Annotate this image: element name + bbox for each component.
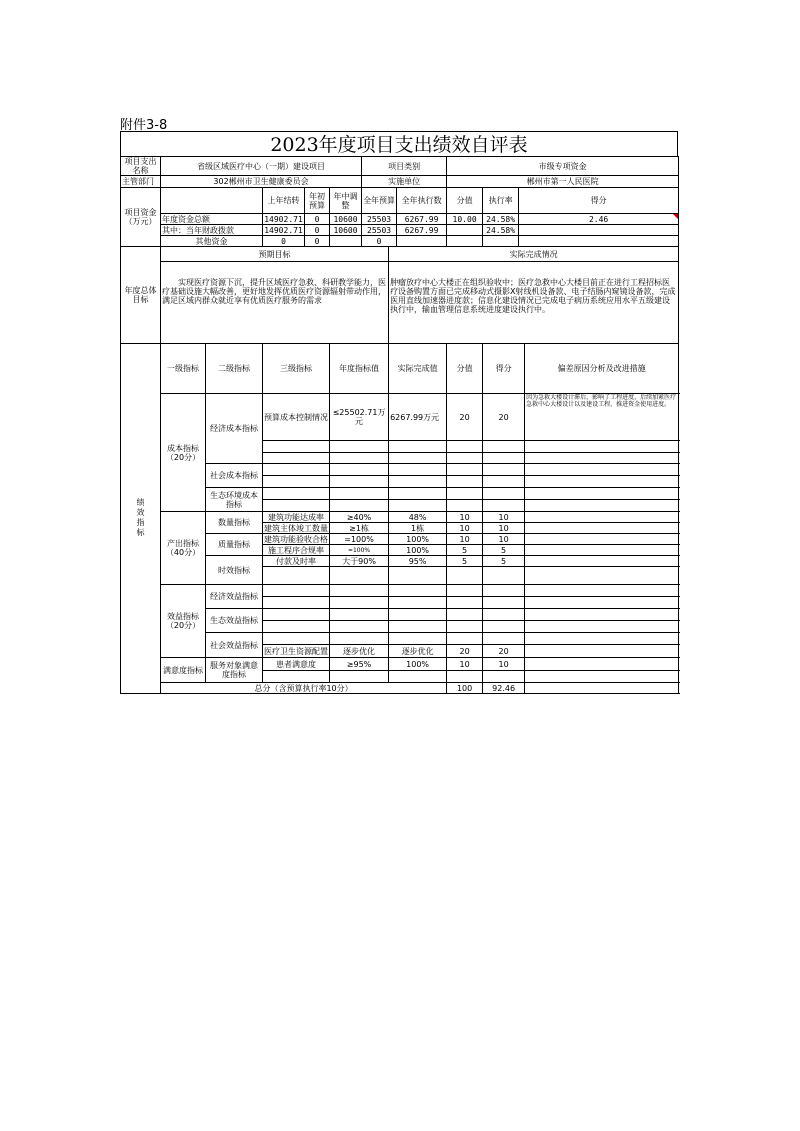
cell xyxy=(389,585,447,597)
satisfaction-sub: 服务对象满意度指标 xyxy=(206,658,263,683)
funds-row-name: 年度资金总额 xyxy=(161,214,263,225)
output-label: 产出指标（40分） xyxy=(161,512,206,585)
output-item: 付款及时率 xyxy=(263,556,330,567)
cell xyxy=(263,500,330,512)
cell xyxy=(330,488,389,500)
benefit-social: 社会效益指标 xyxy=(206,633,263,658)
cost-social: 社会成本指标 xyxy=(206,464,263,488)
cell xyxy=(483,453,525,464)
cell xyxy=(525,488,679,500)
cell xyxy=(447,609,483,621)
cell xyxy=(389,476,447,488)
output-actual: 100% xyxy=(389,545,447,556)
benefit-score: 20 xyxy=(483,645,525,658)
output-score: 5 xyxy=(483,556,525,567)
benefit-eco: 生态效益指标 xyxy=(206,609,263,633)
output-item: 建筑功能验收合格 xyxy=(264,534,328,544)
cell xyxy=(389,671,447,683)
cell xyxy=(263,585,330,597)
benefit-economic: 经济效益指标 xyxy=(206,585,263,609)
funds-cell: 14902.71 xyxy=(264,225,303,235)
cell xyxy=(447,464,483,476)
funds-blank xyxy=(161,188,263,214)
total-value: 100 xyxy=(447,683,483,694)
funds-header: 分值 xyxy=(447,188,483,214)
perf-header: 年度指标值 xyxy=(330,344,389,394)
cell xyxy=(330,476,389,488)
cell xyxy=(483,609,525,621)
dept-label: 主管部门 xyxy=(121,176,161,188)
cell xyxy=(263,567,330,585)
perf-header: 一级指标 xyxy=(161,344,206,394)
total-label: 总分（含预算执行率10分） xyxy=(161,683,447,694)
cell xyxy=(483,476,525,488)
satisfaction-item: 患者满意度 xyxy=(263,658,330,671)
cell xyxy=(525,512,679,523)
funds-header: 年初预算 xyxy=(305,188,330,214)
cost-economic: 经济成本指标 xyxy=(206,394,263,464)
cell xyxy=(525,585,679,597)
benefit-value: 20 xyxy=(447,645,483,658)
cell xyxy=(263,488,330,500)
output-actual: 100% xyxy=(389,534,447,545)
output-value: 10 xyxy=(447,512,483,523)
funds-row xyxy=(121,225,679,236)
cell xyxy=(483,597,525,609)
cell xyxy=(483,488,525,500)
perf-header: 偏差原因分析及改进措施 xyxy=(525,344,679,394)
satisfaction-score: 10 xyxy=(483,658,525,671)
funds-cell xyxy=(447,225,483,236)
perf-header: 得分 xyxy=(483,344,525,394)
funds-cell xyxy=(447,236,483,247)
cell xyxy=(330,597,389,609)
perf-header: 分值 xyxy=(447,344,483,394)
cell xyxy=(447,671,483,683)
output-value: 10 xyxy=(447,523,483,534)
total-score: 92.46 xyxy=(483,683,525,694)
cell xyxy=(525,441,679,453)
cell xyxy=(263,464,330,476)
page-title: 2023年度项目支出绩效自评表 xyxy=(120,131,678,157)
cell xyxy=(330,609,389,621)
table-row xyxy=(121,394,679,441)
comment-flag-icon xyxy=(673,214,678,219)
cost-actual: 6267.99万元 xyxy=(389,394,447,441)
cell xyxy=(525,523,679,534)
cell xyxy=(483,585,525,597)
cost-reason: 因为急救大楼设计滞后，影响了工程进度，后续加紧医疗急救中心大楼设计以及建设工程，推进资金使用进度。 xyxy=(525,394,679,441)
cell xyxy=(525,556,679,567)
cell xyxy=(483,621,525,633)
output-target: ≥40% xyxy=(330,512,389,523)
funds-cell xyxy=(397,236,447,247)
project-name-row xyxy=(121,157,679,176)
funds-cell: 24.58% xyxy=(483,225,519,236)
funds-row xyxy=(121,214,679,225)
project-type-label: 项目类别 xyxy=(362,157,447,176)
funds-cell xyxy=(483,236,519,247)
output-quantity: 数量指标 xyxy=(206,512,263,534)
cell xyxy=(483,633,525,645)
funds-cell: 0 xyxy=(362,236,397,247)
cell xyxy=(483,671,525,683)
funds-row-name: 其他资金 xyxy=(161,236,263,247)
cell xyxy=(263,609,330,621)
funds-header: 全年预算 xyxy=(362,188,397,214)
funds-score: 2.46 xyxy=(588,214,609,224)
cell xyxy=(263,621,330,633)
output-item: 施工程序合规率 xyxy=(263,545,330,556)
table-row xyxy=(121,512,679,523)
cell xyxy=(525,671,679,683)
cell xyxy=(263,633,330,645)
funds-header: 得分 xyxy=(519,188,679,214)
output-target: =100% xyxy=(330,534,389,545)
output-target: 大于90% xyxy=(330,556,389,567)
funds-cell: 6267.99 xyxy=(397,225,447,236)
goals-label: 年度总体目标 xyxy=(121,247,161,344)
funds-cell: 6267.99 xyxy=(397,214,447,225)
output-timeliness: 时效指标 xyxy=(206,556,263,585)
project-name: 省级区域医疗中心（一期）建设项目 xyxy=(161,157,362,176)
output-item: 建筑功能达成率 xyxy=(263,512,330,523)
impl-label: 实施单位 xyxy=(362,176,447,188)
output-actual: 48% xyxy=(389,512,447,523)
benefit-target: 逐步优化 xyxy=(330,645,389,658)
cell xyxy=(447,441,483,453)
cell xyxy=(389,453,447,464)
cost-score: 20 xyxy=(483,394,525,441)
output-value: 10 xyxy=(447,534,483,545)
project-type: 市级专项资金 xyxy=(447,157,679,176)
cell xyxy=(389,609,447,621)
cell xyxy=(525,464,679,476)
funds-cell: 0 xyxy=(305,236,330,247)
cell xyxy=(525,633,679,645)
cell xyxy=(330,633,389,645)
cell xyxy=(330,464,389,476)
dept-row xyxy=(121,176,679,188)
dept: 302郴州市卫生健康委员会 xyxy=(161,176,362,188)
cell xyxy=(389,500,447,512)
cell xyxy=(525,683,679,694)
funds-cell xyxy=(519,214,679,225)
cell xyxy=(389,567,447,585)
perf-header-row xyxy=(121,344,679,394)
cell xyxy=(263,671,330,683)
cell xyxy=(330,671,389,683)
cell xyxy=(447,597,483,609)
cell xyxy=(525,645,679,658)
cost-value: 20 xyxy=(447,394,483,441)
cost-eco: 生态环境成本指标 xyxy=(206,488,263,512)
total-row xyxy=(121,683,679,694)
funds-cell xyxy=(519,236,679,247)
funds-header-row xyxy=(121,188,679,214)
perf-label-text: 绩效指标 xyxy=(136,497,145,538)
funds-cell: 0 xyxy=(305,214,330,225)
funds-header: 上年结转 xyxy=(263,188,305,214)
funds-cell: 0 xyxy=(263,236,305,247)
cell xyxy=(447,476,483,488)
goals-header-row xyxy=(121,247,679,262)
perf-header: 三级指标 xyxy=(263,344,330,394)
cell xyxy=(389,621,447,633)
cost-target: ≤25502.71万元 xyxy=(330,394,389,441)
funds-cell xyxy=(519,225,679,236)
cell xyxy=(483,441,525,453)
output-value: 5 xyxy=(447,545,483,556)
funds-label: 项目资金（万元） xyxy=(121,188,161,247)
output-target: ≥1栋 xyxy=(330,523,389,534)
cell xyxy=(525,476,679,488)
funds-cell: 10600 xyxy=(330,214,362,225)
cell xyxy=(525,621,679,633)
satisfaction-target: ≥95% xyxy=(330,658,389,671)
cost-item: 预算成本控制情况 xyxy=(263,394,330,441)
cell xyxy=(389,441,447,453)
perf-header: 实际完成值 xyxy=(389,344,447,394)
impl: 郴州市第一人民医院 xyxy=(447,176,679,188)
expected-goal: 实现医疗资源下沉，提升区域医疗急救、科研教学能力，医疗基础设施大幅改善，更好地发挥优质医疗资源辐射带动作用，满足区域内群众就近享有优质医疗服务的需求 xyxy=(161,262,389,344)
cell xyxy=(525,567,679,585)
cell xyxy=(263,453,330,464)
output-target: =100% xyxy=(330,545,389,556)
output-value: 5 xyxy=(447,556,483,567)
attachment-label: 附件3-8 xyxy=(120,118,168,133)
actual-label: 实际完成情况 xyxy=(389,247,679,262)
cell xyxy=(389,597,447,609)
cell xyxy=(447,621,483,633)
cell xyxy=(263,476,330,488)
funds-cell: 25503 xyxy=(362,225,397,236)
satisfaction-label: 满意度指标 xyxy=(161,658,206,683)
funds-cell xyxy=(330,236,362,247)
funds-cell: 25503 xyxy=(362,214,397,225)
output-score: 10 xyxy=(483,512,525,523)
funds-cell: 14902.71 xyxy=(264,214,303,224)
cell xyxy=(525,658,679,671)
cell xyxy=(525,534,679,545)
cell xyxy=(525,453,679,464)
output-score: 10 xyxy=(483,523,525,534)
output-score: 5 xyxy=(483,545,525,556)
funds-cell: 10600 xyxy=(330,225,362,236)
funds-row xyxy=(121,236,679,247)
actual-goal: 肿瘤放疗中心大楼正在组织验收中；医疗急救中心大楼目前正在进行工程招标医疗设备购置方面已完成移动式摄影X射线机设备款、电子结肠内窥镜设备款，完成医用直线加速器进度款；信息化建设情况已完成电子病历系统应用水平五级建设执行中，输血管理信息系统进度建设执行中。 xyxy=(389,262,679,344)
funds-header: 全年执行数 xyxy=(397,188,447,214)
cell xyxy=(447,488,483,500)
cell xyxy=(483,500,525,512)
cell xyxy=(525,597,679,609)
output-actual: 95% xyxy=(389,556,447,567)
cell xyxy=(447,453,483,464)
cell xyxy=(330,585,389,597)
funds-cell: 24.58% xyxy=(483,214,519,225)
cell xyxy=(447,500,483,512)
funds-row-name: 其中：当年财政拨款 xyxy=(161,225,263,236)
cell xyxy=(330,453,389,464)
output-score: 10 xyxy=(483,534,525,545)
cost-label: 成本指标（20分） xyxy=(161,394,206,512)
satisfaction-value: 10 xyxy=(447,658,483,671)
evaluation-table xyxy=(120,156,679,694)
funds-header: 年中调整 xyxy=(330,188,362,214)
cell xyxy=(263,441,330,453)
cell xyxy=(525,609,679,621)
output-quality: 质量指标 xyxy=(206,534,263,556)
benefit-label: 效益指标（20分） xyxy=(161,585,206,658)
output-item: 建筑主体竣工数量 xyxy=(264,523,328,533)
benefit-actual: 逐步优化 xyxy=(389,645,447,658)
cell xyxy=(330,567,389,585)
cell xyxy=(330,500,389,512)
goals-content-row xyxy=(121,262,679,344)
project-name-label: 项目支出名称 xyxy=(121,157,161,176)
table-row xyxy=(121,585,679,597)
cell xyxy=(330,441,389,453)
cell xyxy=(483,464,525,476)
cell xyxy=(263,597,330,609)
cell xyxy=(447,633,483,645)
cell xyxy=(483,567,525,585)
funds-cell: 0 xyxy=(305,225,330,236)
funds-cell: 10.00 xyxy=(447,214,483,225)
expected-label: 预期目标 xyxy=(161,247,389,262)
output-actual: 1栋 xyxy=(389,523,447,534)
cell xyxy=(447,567,483,585)
cell xyxy=(389,464,447,476)
cell xyxy=(525,500,679,512)
cell xyxy=(389,633,447,645)
cell xyxy=(447,585,483,597)
satisfaction-actual: 100% xyxy=(389,658,447,671)
funds-header: 执行率 xyxy=(483,188,519,214)
cell xyxy=(330,621,389,633)
perf-label xyxy=(121,344,161,694)
table-row xyxy=(121,658,679,671)
cell xyxy=(525,545,679,556)
cell xyxy=(389,488,447,500)
benefit-item: 医疗卫生资源配置 xyxy=(264,646,328,656)
perf-header: 二级指标 xyxy=(206,344,263,394)
